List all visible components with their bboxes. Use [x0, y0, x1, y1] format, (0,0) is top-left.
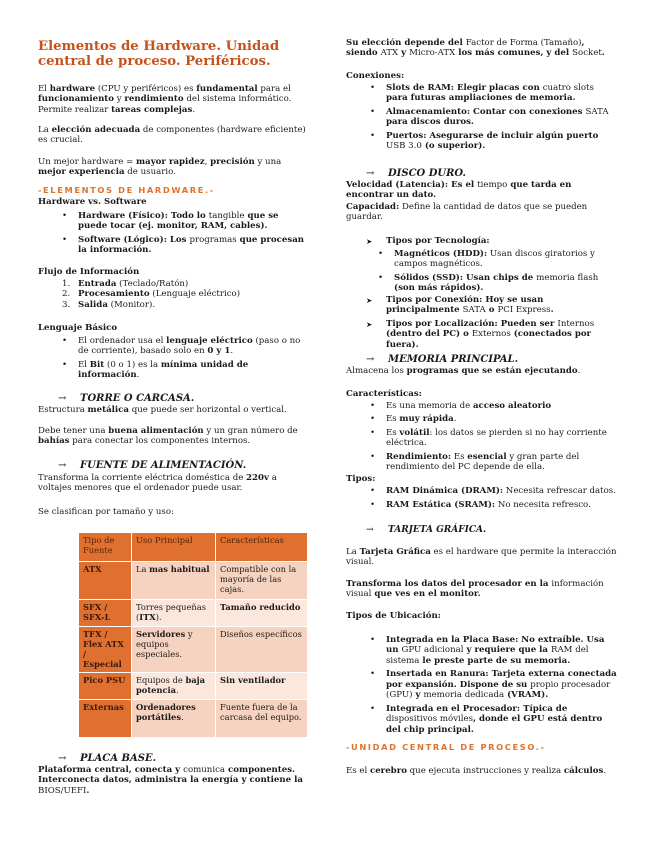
section-heading-hardware: -ELEMENTOS DE HARDWARE.- [38, 185, 215, 195]
intro-paragraph-2: La elección adecuada de componentes (hardware eficiente) es crucial. [38, 125, 306, 146]
heading-text: TORRE O CARCASA. [80, 393, 195, 404]
list-item [346, 131, 618, 152]
ucp-paragraph: Es el cerebro que ejecuta instrucciones y realiza cálculos. [346, 766, 607, 776]
list-item [38, 300, 310, 310]
table-cell: Ordenadores portátiles. [132, 700, 216, 738]
table-cell: Pico PSU [79, 673, 132, 700]
list-item-text: RAM Estática (SRAM): No necesita refresco. [386, 500, 591, 511]
hw-vs-sw-title: Hardware vs. Software [38, 197, 147, 207]
list-item-text: Magnéticos (HDD): Usan discos giratorios y campos magnéticos. [394, 249, 595, 270]
memoria-paragraph: Almacena los programas que se están ejecutando. [346, 366, 581, 376]
disco-velocidad: Velocidad (Latencia): Es el tiempo que tarda en encontrar un dato. [346, 180, 572, 201]
heading-text: MEMORIA PRINCIPAL. [388, 354, 519, 365]
tipos-ram-list [346, 486, 618, 511]
table-cell: Sin ventilador [216, 673, 308, 700]
list-number: 1. [62, 279, 71, 289]
arrow-right-icon: → [366, 168, 375, 179]
lenguaje-title: Lenguaje Básico [38, 323, 118, 333]
list-item-text: Insertada en Ranura: Tarjeta externa conectada por expansión. Dispone de su propio procesador (GPU) y memoria dedicada (VRAM). [386, 669, 617, 701]
torre-paragraph-2: Debe tener una buena alimentación y un gran número de bahías para conectar los componentes internos. [38, 426, 298, 447]
list-item [38, 279, 310, 289]
torre-paragraph-1: Estructura metálica que puede ser horizontal o vertical. [38, 405, 287, 415]
hw-vs-sw-list [38, 211, 310, 256]
caracteristicas-title: Características: [346, 389, 422, 399]
list-item [346, 319, 618, 350]
section-heading-ucp: -UNIDAD CENTRAL DE PROCESO.- [346, 742, 546, 752]
list-item [346, 414, 618, 424]
grafica-paragraph-2: Transforma los datos del procesador en la información visual que ves en el monitor. [346, 579, 604, 600]
table-row [79, 627, 308, 673]
list-item [346, 486, 618, 496]
table-cell: Externas [79, 700, 132, 738]
fuente-paragraph-1: Transforma la corriente eléctrica doméstica de 220v a voltajes menores que el ordenador puede usar. [38, 473, 277, 494]
heading-disco [366, 168, 466, 180]
list-item-text: El ordenador usa el lenguaje eléctrico (paso o no de corriente), basado solo en 0 y 1. [78, 336, 301, 357]
table-cell: ATX [79, 562, 132, 600]
list-item [346, 83, 618, 104]
flujo-title: Flujo de Información [38, 267, 140, 277]
table-cell: La mas habitual [132, 562, 216, 600]
list-item [346, 249, 618, 270]
heading-text: FUENTE DE ALIMENTACIÓN. [80, 460, 247, 471]
page-title: Elementos de Hardware. Unidad central de proceso. Periféricos. [38, 39, 280, 70]
heading-grafica [366, 525, 486, 536]
heading-memoria [366, 354, 518, 366]
list-item-text: El Bit (0 o 1) es la mínima unidad de información. [78, 359, 249, 381]
list-item-text: Es volátil: los datos se pierden si no hay corriente eléctrica. [386, 427, 607, 449]
list-item [346, 452, 618, 473]
lenguaje-list [38, 336, 310, 381]
arrow-right-icon: → [58, 393, 67, 404]
list-number: 3. [62, 299, 71, 310]
list-item [346, 236, 618, 246]
table-cell: Diseños específicos [216, 627, 308, 673]
disco-tecnologia-list [346, 249, 618, 294]
list-item [346, 107, 618, 128]
table-cell: Tamaño reducido [216, 600, 308, 627]
list-item-text: Puertos: Asegurarse de incluir algún puerto USB 3.0 (o superior). [386, 130, 599, 152]
disco-capacidad: Capacidad: Define la cantidad de datos que se pueden guardar. [346, 202, 588, 223]
list-item [38, 235, 310, 256]
table-row [79, 700, 308, 738]
list-item [38, 211, 310, 232]
fuente-paragraph-2: Se clasifican por tamaño y uso: [38, 507, 174, 517]
list-item-text: Tipos por Localización: Pueden ser Internos (dentro del PC) o Externos (conectados por fuera). [386, 318, 595, 350]
list-item [346, 635, 618, 666]
table-cell: Fuente fuera de la carcasa del equipo. [216, 700, 308, 738]
list-item-text: Slots de RAM: Elegir placas con cuatro slots para futuras ampliaciones de memoria. [386, 83, 594, 104]
table-header-cell: Uso Principal [132, 533, 216, 562]
list-item-text: Almacenamiento: Contar con conexiones SATA para discos duros. [386, 106, 609, 128]
table-header-row [79, 533, 308, 562]
disco-tipos-list [346, 236, 618, 246]
list-item-strong: Salida [78, 299, 108, 310]
heading-text: TARJETA GRÁFICA. [388, 525, 487, 535]
list-item-text: Es muy rápida. [386, 414, 457, 425]
list-item-text: Hardware (Físico): Todo lo tangible que se puede tocar (ej. monitor, RAM, cables). [78, 211, 279, 232]
placa-paragraph-1: Plataforma central, conecta y comunica componentes. Interconecta datos, administra la energía y contiene la BIOS/UEFI. [38, 765, 303, 796]
table-cell: Servidores y equipos especiales. [132, 627, 216, 673]
conexiones-title: Conexiones: [346, 71, 405, 81]
heading-placa [58, 753, 156, 765]
ubicacion-list [346, 635, 618, 735]
eleccion-paragraph: Su elección depende del Factor de Forma (Tamaño), siendo ATX y Micro-ATX los más comunes, y del Socket. [346, 38, 605, 59]
list-item-strong: Entrada [78, 279, 117, 289]
arrow-right-icon: → [58, 460, 67, 471]
list-item-text: Rendimiento: Es esencial y gran parte del rendimiento del PC depende de ella. [386, 451, 580, 473]
heading-text: PLACA BASE. [80, 753, 157, 764]
grafica-paragraph-1: La Tarjeta Gráfica es el hardware que permite la interacción visual. [346, 547, 617, 568]
list-item [346, 401, 618, 411]
list-item-text: RAM Dinámica (DRAM): Necesita refrescar datos. [386, 486, 616, 496]
list-item-text: (Lenguaje eléctrico) [149, 289, 241, 300]
table-row [79, 562, 308, 600]
power-supply-table [78, 532, 308, 738]
list-number: 2. [62, 289, 71, 300]
list-item-text: Es una memoria de acceso aleatorio [386, 401, 552, 411]
list-item-text: Integrada en la Placa Base: No extraíble. Usa un GPU adicional y requiere que la RAM del sistema le preste parte de su memoria. [386, 635, 605, 666]
table-header-cell: Tipo de Fuente [79, 533, 132, 562]
ubicacion-title: Tipos de Ubicación: [346, 611, 441, 621]
list-item [38, 360, 310, 381]
table-row [79, 673, 308, 700]
list-item [38, 289, 310, 299]
disco-conexion-list [346, 295, 618, 350]
list-item-text: Integrada en el Procesador: Típica de dispositivos móviles, donde el GPU está dentro del chip principal. [386, 703, 603, 735]
intro-paragraph-1: El hardware (CPU y periféricos) es fundamental para el funcionamiento y rendimiento del sistema informático. Permite realizar tareas complejas. [38, 84, 292, 115]
arrow-right-icon: → [58, 753, 67, 764]
table-cell: Compatible con la mayoría de las cajas. [216, 562, 308, 600]
table-cell: SFX / SFX-L [79, 600, 132, 627]
list-item [346, 295, 618, 316]
list-item [346, 428, 618, 449]
intro-paragraph-3: Un mejor hardware = mayor rapidez, precisión y una mejor experiencia de usuario. [38, 157, 282, 178]
table-row [79, 600, 308, 627]
heading-fuente [58, 460, 246, 472]
arrow-right-icon: → [366, 525, 374, 535]
list-item-strong: Procesamiento [78, 289, 150, 300]
list-item [346, 273, 618, 294]
list-item-text: Software (Lógico): Los programas que procesan la información. [78, 234, 305, 256]
table-header-cell: Características [216, 533, 308, 562]
flujo-list [38, 279, 310, 310]
table-cell: Equipos de baja potencia. [132, 673, 216, 700]
list-item-text: Tipos por Conexión: Hoy se usan principalmente SATA o PCI Express. [386, 295, 554, 316]
arrow-right-icon: → [366, 354, 375, 365]
conexiones-list [346, 83, 618, 152]
list-item-text: (Monitor). [107, 299, 156, 310]
list-item-text: (Teclado/Ratón) [116, 279, 189, 289]
list-item [38, 336, 310, 357]
heading-torre [58, 393, 194, 405]
table-cell: Torres pequeñas (ITX). [132, 600, 216, 627]
table-cell: TFX / Flex ATX / Especial [79, 627, 132, 673]
caracteristicas-list [346, 401, 618, 473]
list-item [346, 669, 618, 700]
list-item-text: Sólidos (SSD): Usan chips de memoria flash (son más rápidos). [394, 272, 599, 294]
list-item-strong: Tipos por Tecnología: [386, 236, 490, 246]
heading-text: DISCO DURO. [388, 168, 467, 179]
list-item [346, 704, 618, 735]
tipos-title: Tipos: [346, 474, 376, 484]
list-item [346, 500, 618, 510]
